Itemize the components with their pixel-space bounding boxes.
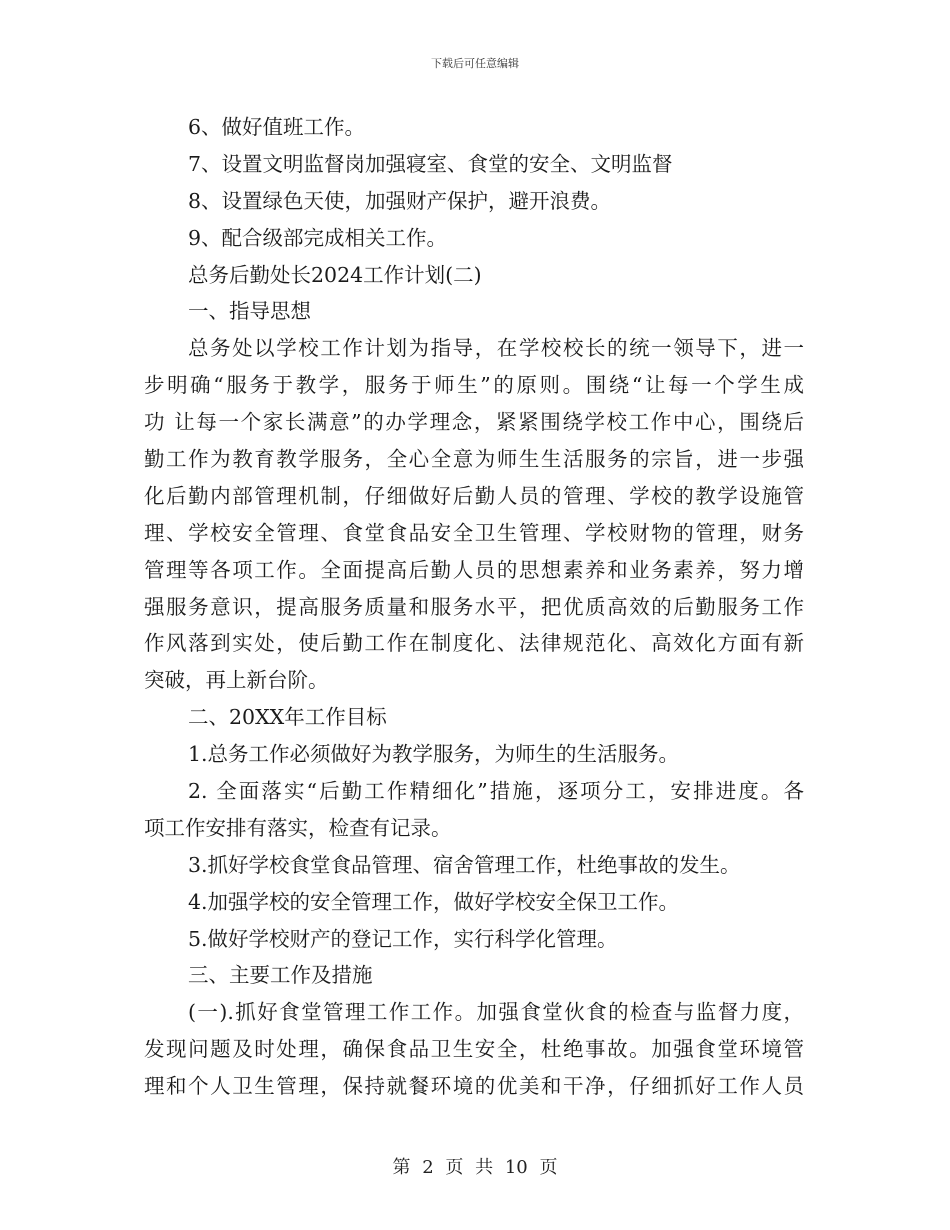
- paragraph-canteen-management: [144, 994, 804, 1105]
- list-item-9: 9、配合级部完成相关工作。: [188, 225, 448, 250]
- paragraph-line: 步明确“服务于教学，服务于师生”的原则。围绕“让每一个学生成: [144, 373, 804, 398]
- paragraph-line: 作风落到实处，使后勤工作在制度化、法律规范化、高效化方面有新: [144, 631, 804, 656]
- section-title: 总务后勤处长2024工作计划(二): [188, 262, 482, 287]
- page-number: 第 2 页 共 10 页: [392, 1157, 558, 1178]
- list-item-8: 8、设置绿色天使，加强财产保护，避开浪费。: [188, 188, 612, 213]
- heading-work-goals: 二、20XX年工作目标: [188, 705, 387, 730]
- paragraph-line: 总务处以学校工作计划为指导，在学校校长的统一领导下，进一: [188, 336, 804, 361]
- paragraph-line: 管理等各项工作。全面提高后勤人员的思想素养和业务素养，努力增: [144, 557, 804, 582]
- paragraph-line: 理、学校安全管理、食堂食品安全卫生管理、学校财物的管理，财务: [144, 520, 804, 545]
- list-item-7: 7、设置文明监督岗加强寝室、食堂的安全、文明监督: [188, 151, 673, 176]
- list-item-6: 6、做好值班工作。: [188, 115, 366, 139]
- paragraph-line: 强服务意识，提高服务质量和服务水平，把优质高效的后勤服务工作: [144, 594, 804, 619]
- paragraph-line: 2. 全面落实“后勤工作精细化”措施，逐项分工，安排进度。各: [188, 779, 804, 804]
- paragraph-line: 项工作安排有落实，检查有记录。: [144, 815, 452, 840]
- page-header-note: 下载后可任意编辑: [431, 57, 519, 70]
- paragraph-line: (一).抓好食堂管理工作工作。加强食堂伙食的检查与监督力度，: [188, 1000, 804, 1025]
- heading-main-measures: 三、主要工作及措施: [188, 963, 373, 988]
- paragraph-line: 功 让每一个家长满意”的办学理念，紧紧围绕学校工作中心，围绕后: [144, 410, 804, 435]
- heading-guiding-ideology: 一、指导思想: [188, 299, 311, 324]
- document-body: [144, 109, 804, 1105]
- paragraph-line: 勤工作为教育教学服务，全心全意为师生生活服务的宗旨，进一步强: [144, 447, 804, 472]
- paragraph-guiding-ideology: [144, 330, 804, 699]
- paragraph-line: 化后勤内部管理机制，仔细做好后勤人员的管理、学校的教学设施管: [144, 483, 804, 508]
- goal-item-3: 3.抓好学校食堂食品管理、宿舍管理工作，杜绝事故的发生。: [188, 852, 741, 877]
- goal-item-1: 1.总务工作必须做好为教学服务，为师生的生活服务。: [188, 742, 680, 767]
- paragraph-line: 发现问题及时处理，确保食品卫生安全，杜绝事故。加强食堂环境管: [144, 1037, 804, 1062]
- paragraph-line: 突破，再上新台阶。: [144, 668, 329, 693]
- goal-item-4: 4.加强学校的安全管理工作，做好学校安全保卫工作。: [188, 889, 680, 914]
- paragraph-line: 理和个人卫生管理，保持就餐环境的优美和干净，仔细抓好工作人员: [144, 1074, 804, 1099]
- goal-item-5: 5.做好学校财产的登记工作，实行科学化管理。: [188, 926, 618, 951]
- goal-item-2: [144, 773, 804, 847]
